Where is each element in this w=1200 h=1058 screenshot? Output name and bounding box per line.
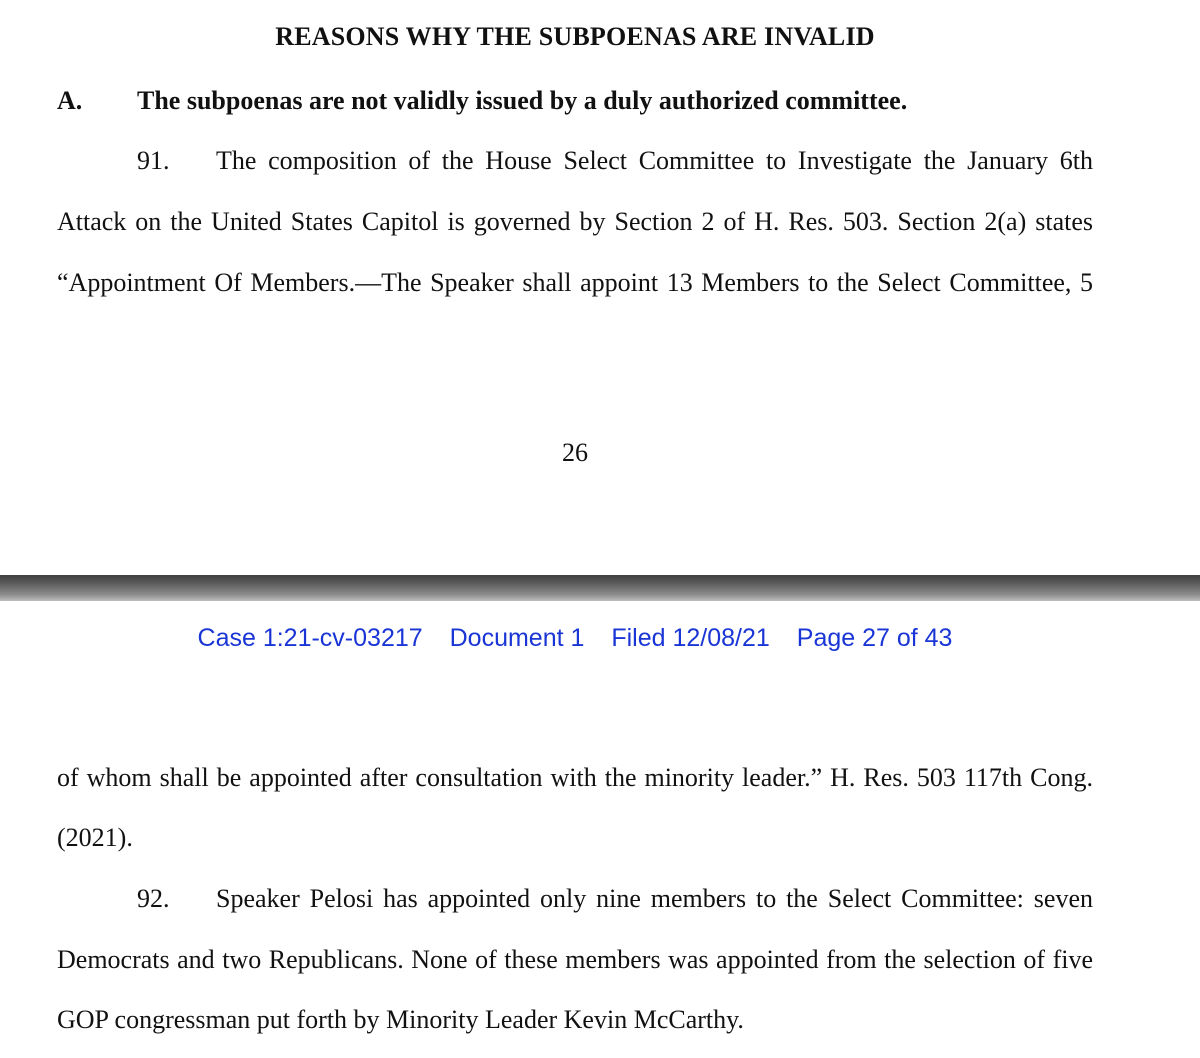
paragraph-92-number: 92. bbox=[137, 884, 170, 913]
filed-date: Filed 12/08/21 bbox=[611, 624, 770, 652]
section-heading: REASONS WHY THE SUBPOENAS ARE INVALID bbox=[275, 22, 875, 51]
continuation-line-2: (2021). bbox=[57, 823, 133, 852]
case-number: Case 1:21-cv-03217 bbox=[197, 624, 423, 652]
page-divider bbox=[0, 575, 1200, 601]
paragraph-91-line-3: “Appointment Of Members.—The Speaker shall appoint 13 Members to the Select Committee, 5 bbox=[57, 268, 1093, 297]
paragraph-91-number: 91. bbox=[137, 146, 170, 175]
section-title: The subpoenas are not validly issued by a duly authorized committee. bbox=[137, 86, 908, 115]
page-count: Page 27 of 43 bbox=[796, 624, 953, 652]
case-header bbox=[0, 624, 1150, 653]
paragraph-92-line-3: GOP congressman put forth by Minority Leader Kevin McCarthy. bbox=[57, 1005, 744, 1034]
page-number: 26 bbox=[562, 438, 588, 467]
document-number: Document 1 bbox=[449, 624, 585, 652]
paragraph-92-line-2: Democrats and two Republicans. None of these members was appointed from the selection of five bbox=[57, 945, 1093, 974]
section-label: A. bbox=[57, 86, 83, 115]
paragraph-91-line-1: The composition of the House Select Committee to Investigate the January 6th bbox=[216, 146, 1093, 175]
paragraph-91-line-2: Attack on the United States Capitol is governed by Section 2 of H. Res. 503. Section 2(a) states bbox=[57, 207, 1093, 236]
paragraph-92-line-1: Speaker Pelosi has appointed only nine members to the Select Committee: seven bbox=[216, 884, 1093, 913]
continuation-line-1: of whom shall be appointed after consultation with the minority leader.” H. Res. 503 117th Cong. bbox=[57, 763, 1093, 792]
